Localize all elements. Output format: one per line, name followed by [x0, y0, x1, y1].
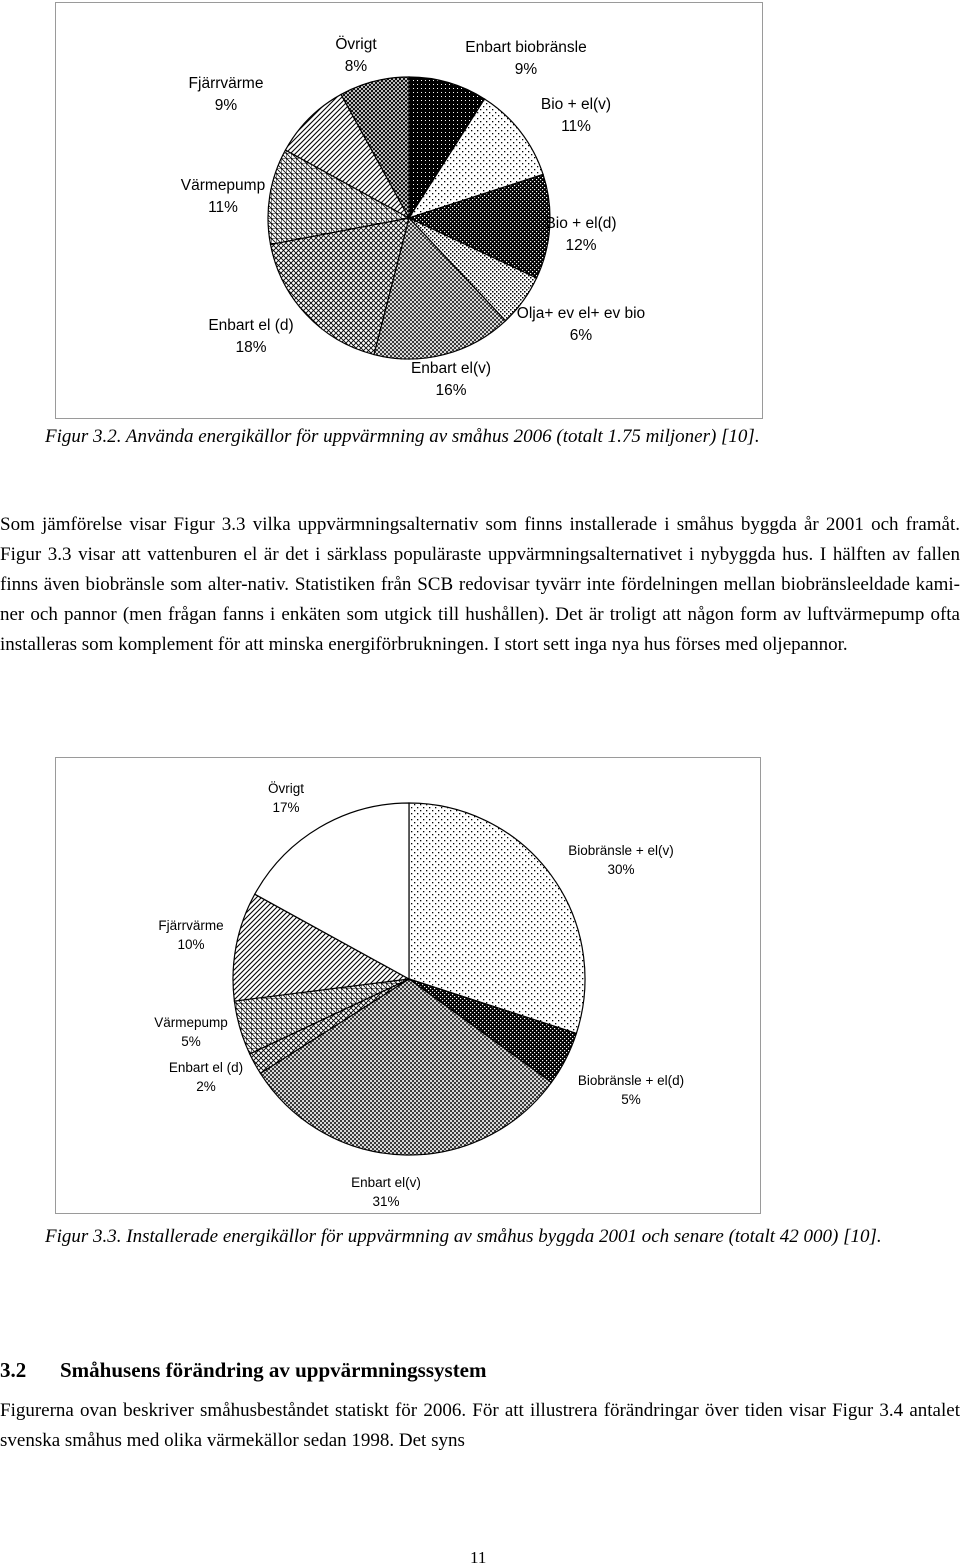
- slice-label: Bio + el(v) 11%: [540, 96, 612, 135]
- slice-label: Enbart el(v) 16%: [410, 360, 492, 399]
- slice-label: Olja+ ev el+ ev bio 6%: [516, 305, 646, 344]
- slice-label: Bio + el(d) 12%: [545, 215, 617, 254]
- section-heading: [0, 1358, 487, 1383]
- pie-chart-2001-onwards-plot: [56, 758, 760, 1213]
- slice-label: Fjärrvärme 10%: [158, 918, 224, 952]
- slice-label: Biobränsle + el(v) 30%: [568, 843, 674, 877]
- section-title: Småhusens förändring av uppvärmningssystem: [60, 1358, 487, 1382]
- slice-label: Enbart el (d) 18%: [208, 317, 294, 356]
- slice-label: Enbart el(v) 31%: [351, 1175, 421, 1209]
- figure-caption: Figur 3.2. Använda energikällor för uppvärmning av småhus 2006 (totalt 1.75 miljoner) [10].: [45, 426, 760, 447]
- body-paragraph: Som jämförelse visar Figur 3.3 vilka uppvärmningsalternativ som finns installerade i småhus byggda år 2001 och framåt. Figur 3.3 visar att vattenburen el är det i särklass populäraste uppvärmningsalternativet i nybyggda hus. I hälften av fallen finns även biobränsle som alter-nativ. Statistiken från SCB redovisar tyvärr inte fördelningen mellan biobränsleeldade kami-ner och pannor (men frågan fanns i enkäten som utgick till hushållen). Det är troligt att någon form av luftvärmepump ofta installeras som komplement för att minska energiförbrukningen. I stort sett inga nya hus förses med oljepannor.: [0, 514, 960, 655]
- pie-chart-2006-plot: [56, 3, 762, 418]
- figure-caption: Figur 3.3. Installerade energikällor för uppvärmning av småhus byggda 2001 och senare (totalt 42 000) [10].: [45, 1226, 882, 1247]
- section-paragraph: Figurerna ovan beskriver småhusbeståndet statiskt för 2006. För att illustrera förändringar över tiden visar Figur 3.4 antalet svenska småhus med olika värmekällor sedan 1998. Det syns: [0, 1400, 960, 1451]
- slice-label: Enbart biobränsle 9%: [465, 39, 587, 78]
- slice-label: Värmepump 5%: [154, 1015, 228, 1049]
- pie-chart-2001-onwards: [55, 757, 761, 1214]
- section-number: 3.2: [0, 1358, 27, 1382]
- slice-label: Övrigt 17%: [267, 781, 304, 815]
- page-number: 11: [470, 1548, 487, 1567]
- slice-label: Värmepump 11%: [180, 177, 266, 216]
- pie-chart-2006: [55, 2, 763, 419]
- slice-label: Biobränsle + el(d) 5%: [577, 1073, 685, 1107]
- slice-label: Fjärrvärme 9%: [188, 75, 264, 114]
- slice-label: Enbart el (d) 2%: [168, 1060, 244, 1094]
- slice-label: Övrigt 8%: [335, 36, 377, 75]
